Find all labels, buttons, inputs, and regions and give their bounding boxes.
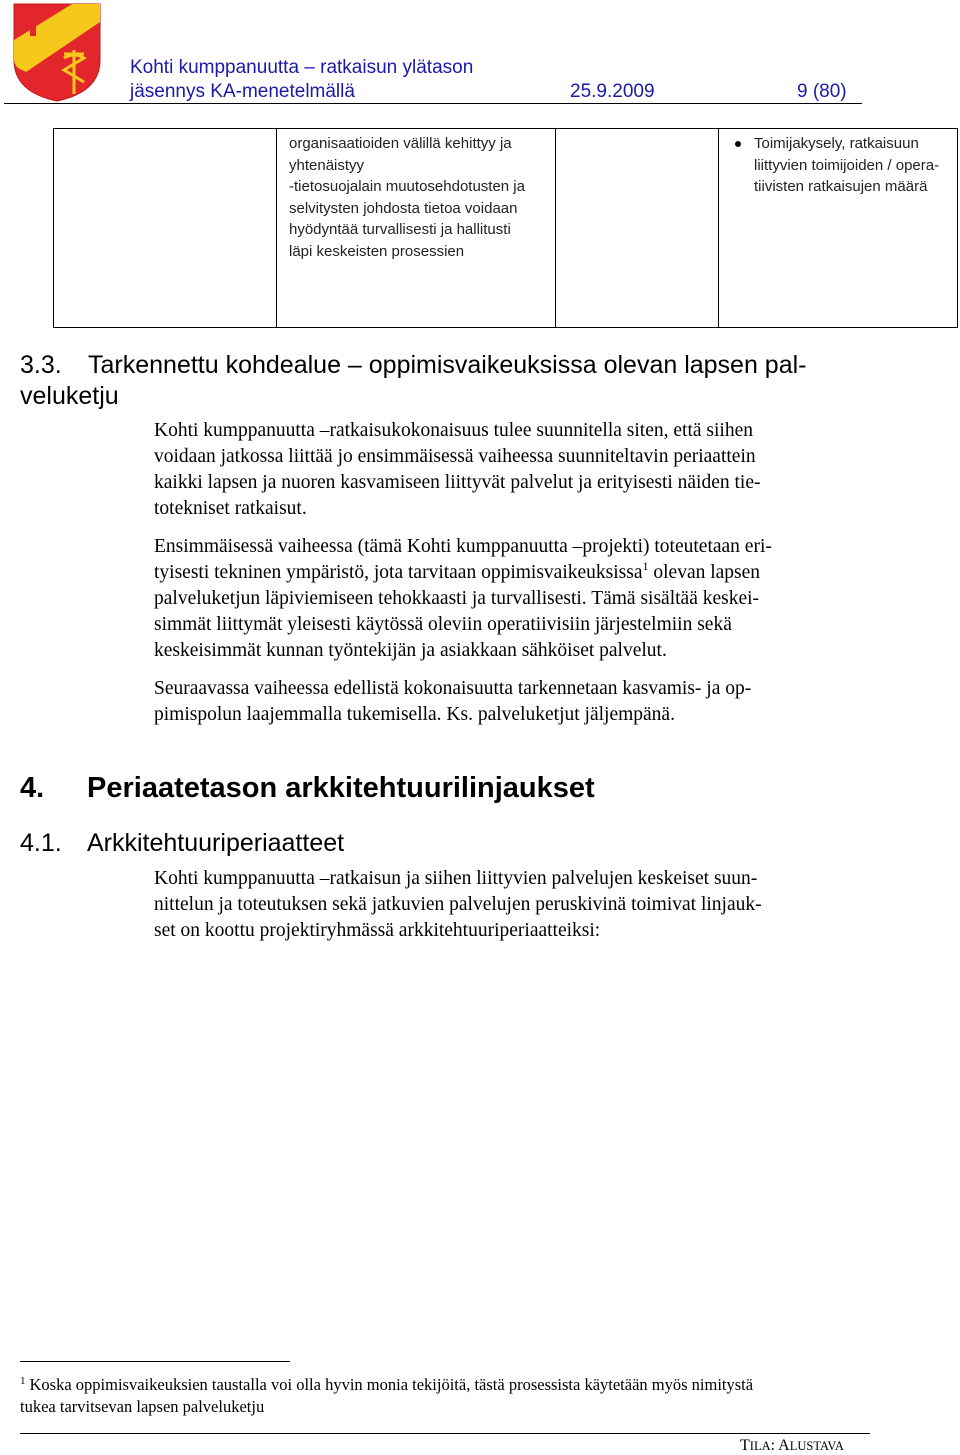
table-cell-line: läpi keskeisten prosessien — [289, 242, 465, 260]
header-date: 25.9.2009 — [570, 81, 655, 102]
section-number: 3.3. — [20, 351, 62, 379]
text-line: totekniset ratkaisut. — [154, 498, 307, 519]
table-cell-line: liittyvien toimijoiden / opera- — [754, 156, 940, 174]
footnote-text: Koska oppimisvaikeuksien taustalla voi olla hyvin monia tekijöitä, tästä prosessista käytetään myös nimitystä — [29, 1375, 754, 1394]
table-cell-line: selvitysten johdosta tietoa voidaan — [289, 199, 518, 217]
header-rule — [4, 103, 862, 104]
header-page-number: 9 (80) — [797, 81, 847, 102]
table-column-divider — [276, 129, 277, 327]
text-line: nittelun ja toteutuksen sekä jatkuvien palvelujen peruskivinä toimivat linjauk- — [154, 894, 762, 915]
text-line: Kohti kumppanuutta –ratkaisukokonaisuus tulee suunnitella siten, että siihen — [154, 420, 753, 441]
text-line: pimispolun laajemmalla tukemisella. Ks. palveluketjut jäljempänä. — [154, 704, 675, 725]
text-segment: olevan lapsen — [648, 562, 761, 583]
text-segment: tyisesti tekninen ympäristö, jota tarvitaan oppimisvaikeuksissa — [154, 562, 643, 583]
footnote-line2: tukea tarvitsevan lapsen palveluketju — [20, 1397, 265, 1416]
text-line: palveluketjun läpiviemiseen tehokkaasti ja turvallisesti. Tämä sisältää keskei- — [154, 588, 760, 609]
table-cell-line: organisaatioiden välillä kehittyy ja — [289, 135, 512, 152]
section-number: 4.1. — [20, 829, 62, 857]
status-text: T — [740, 1437, 750, 1454]
text-line: simmät liittymät yleisesti käytössä oleviin operatiivisiin järjestelmiin sekä — [154, 614, 732, 635]
text-line: set on koottu projektiryhmässä arkkitehtuuriperiaatteiksi: — [154, 920, 601, 941]
table-cell-line: -tietosuojalain muutosehdotusten ja — [289, 178, 525, 195]
text-line: Seuraavassa vaiheessa edellistä kokonaisuutta tarkennetaan kasvamis- ja op- — [154, 678, 752, 699]
status-text: LUSTAVA — [789, 1439, 844, 1453]
footnote-line1 — [20, 1374, 753, 1395]
chapter-number: 4. — [20, 772, 45, 804]
header-title-line2: jäsennys KA-menetelmällä — [130, 81, 355, 102]
status-text: : A — [770, 1437, 790, 1454]
section-heading-line1: Tarkennettu kohdealue – oppimisvaikeuksissa olevan lapsen pal- — [88, 351, 807, 379]
table-cell-goal — [289, 133, 544, 262]
header-title-line1: Kohti kumppanuutta – ratkaisun ylätason — [130, 57, 474, 78]
indicator-table — [53, 128, 958, 328]
tampere-coat-of-arms-logo — [12, 2, 102, 102]
text-line: keskeisimmät kunnan työntekijän ja asiakkaan sähköiset palvelut. — [154, 640, 667, 661]
status-text: ILA — [749, 1439, 771, 1453]
table-cell-line: hyödyntää turvallisesti ja hallitusti — [289, 221, 511, 238]
chapter-heading: Periaatetason arkkitehtuurilinjaukset — [87, 772, 595, 804]
text-line — [154, 560, 760, 587]
document-status — [740, 1437, 844, 1455]
section-heading-line2: veluketju — [20, 382, 119, 410]
text-line: Ensimmäisessä vaiheessa (tämä Kohti kumppanuutta –projekti) toteutetaan eri- — [154, 536, 772, 557]
text-line: voidaan jatkossa liittää jo ensimmäisessä vaiheessa suunniteltavin periaattein — [154, 446, 756, 467]
footnote-mark: 1 — [20, 1375, 26, 1387]
footer-rule — [20, 1433, 870, 1434]
bullet-icon — [735, 141, 741, 147]
footnote-rule — [20, 1361, 290, 1362]
section-heading: Arkkitehtuuriperiaatteet — [87, 829, 345, 857]
text-line: kaikki lapsen ja nuoren kasvamiseen liittyvät palvelut ja erityisesti näiden tie- — [154, 472, 761, 493]
table-column-divider — [718, 129, 719, 327]
footnote-reference[interactable]: 1 — [642, 559, 649, 573]
text-line: Kohti kumppanuutta –ratkaisun ja siihen liittyvien palvelujen keskeiset suun- — [154, 868, 758, 889]
table-cell-line: tiivisten ratkaisujen määrä — [754, 178, 928, 195]
table-column-divider — [555, 129, 556, 327]
table-cell-line: Toimijakysely, ratkaisuun — [754, 135, 919, 152]
table-cell-line: yhtenäistyy — [289, 156, 365, 174]
